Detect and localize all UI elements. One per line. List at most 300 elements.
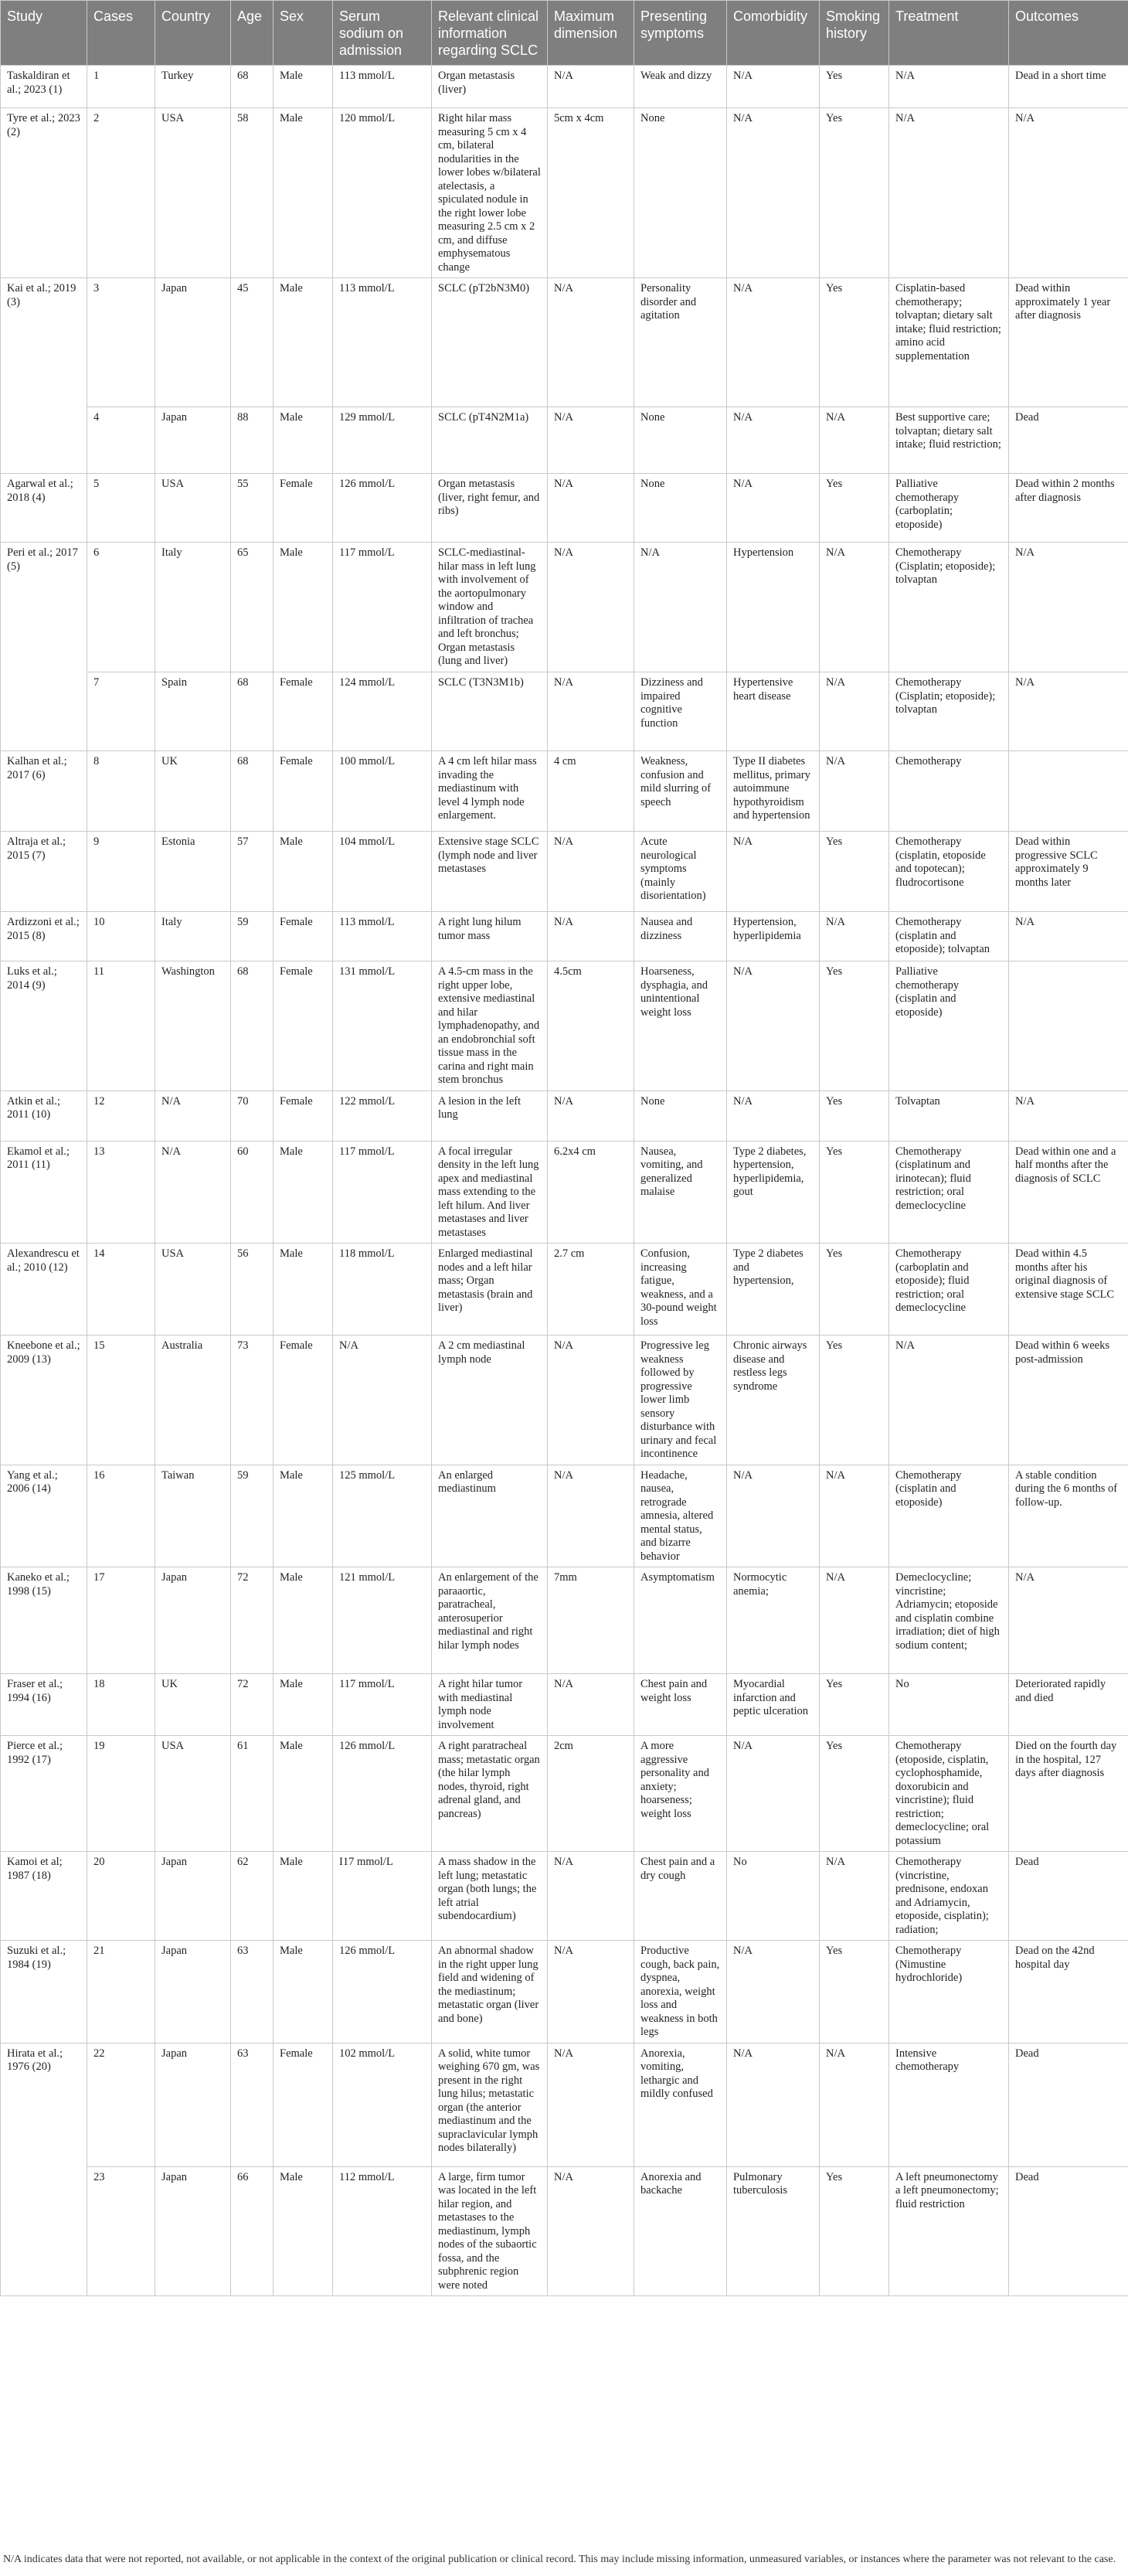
- age-cell: 73: [231, 1336, 274, 1465]
- age-cell: 63: [231, 2043, 274, 2166]
- age-cell: 61: [231, 1736, 274, 1852]
- outcomes-cell: Dead on the 42nd hospital day: [1009, 1941, 1128, 2043]
- symptoms-cell: Personality disorder and agitation: [634, 278, 727, 407]
- table-row: [1, 1336, 1128, 1465]
- table-row: [1, 961, 1128, 1091]
- comorbidity-cell: N/A: [727, 108, 820, 278]
- study-cell: Fraser et al.; 1994 (16): [1, 1674, 87, 1736]
- table-row: [1, 2043, 1128, 2166]
- symptoms-cell: Nausea, vomiting, and generalized malaise: [634, 1141, 727, 1244]
- dimension-cell: 2.7 cm: [548, 1244, 634, 1336]
- case-number-cell: 16: [87, 1465, 155, 1567]
- sodium-cell: 129 mmol/L: [333, 407, 432, 474]
- symptoms-cell: Weakness, confusion and mild slurring of speech: [634, 751, 727, 832]
- dimension-cell: N/A: [548, 1465, 634, 1567]
- comorbidity-cell: Type 2 diabetes and hypertension,: [727, 1244, 820, 1336]
- sex-cell: Male: [274, 407, 333, 474]
- case-number-cell: 18: [87, 1674, 155, 1736]
- country-cell: USA: [155, 108, 231, 278]
- outcomes-cell: N/A: [1009, 108, 1128, 278]
- case-number-cell: 7: [87, 672, 155, 751]
- age-cell: 68: [231, 751, 274, 832]
- column-header: Country: [155, 1, 231, 66]
- outcomes-cell: N/A: [1009, 1091, 1128, 1141]
- clinical-info-cell: An enlarged mediastinum: [432, 1465, 548, 1567]
- outcomes-cell: Dead within 2 months after diagnosis: [1009, 474, 1128, 543]
- table-row: [1, 1852, 1128, 1941]
- sodium-cell: 100 mmol/L: [333, 751, 432, 832]
- smoking-cell: Yes: [820, 1244, 889, 1336]
- age-cell: 66: [231, 2166, 274, 2296]
- clinical-info-cell: A mass shadow in the left lung; metastatic organ (both lungs; the left atrial subendocardium): [432, 1852, 548, 1941]
- sex-cell: Female: [274, 2043, 333, 2166]
- age-cell: 56: [231, 1244, 274, 1336]
- case-number-cell: 17: [87, 1567, 155, 1674]
- smoking-cell: Yes: [820, 108, 889, 278]
- study-cell: Peri et al.; 2017 (5): [1, 543, 87, 751]
- treatment-cell: Chemotherapy (Nimustine hydrochloride): [889, 1941, 1009, 2043]
- clinical-info-cell: A solid, white tumor weighing 670 gm, was present in the right lung hilus; metastatic organ (the anterior mediastinum and the supraclavicular lymph nodes bilaterally): [432, 2043, 548, 2166]
- outcomes-cell: [1009, 961, 1128, 1091]
- case-number-cell: 19: [87, 1736, 155, 1852]
- symptoms-cell: Dizziness and impaired cognitive function: [634, 672, 727, 751]
- country-cell: Japan: [155, 2166, 231, 2296]
- country-cell: USA: [155, 474, 231, 543]
- age-cell: 45: [231, 278, 274, 407]
- smoking-cell: N/A: [820, 407, 889, 474]
- treatment-cell: N/A: [889, 1336, 1009, 1465]
- clinical-info-cell: A 4.5-cm mass in the right upper lobe, extensive mediastinal and hilar lymphadenopathy, and an endobronchial soft tissue mass in the carina and right main stem bronchus: [432, 961, 548, 1091]
- treatment-cell: No: [889, 1674, 1009, 1736]
- column-header: Cases: [87, 1, 155, 66]
- age-cell: 60: [231, 1141, 274, 1244]
- comorbidity-cell: Myocardial infarction and peptic ulceration: [727, 1674, 820, 1736]
- sex-cell: Male: [274, 543, 333, 672]
- case-number-cell: 3: [87, 278, 155, 407]
- treatment-cell: Intensive chemotherapy: [889, 2043, 1009, 2166]
- smoking-cell: Yes: [820, 1091, 889, 1141]
- dimension-cell: N/A: [548, 832, 634, 912]
- symptoms-cell: Progressive leg weakness followed by progressive lower limb sensory disturbance with urinary and fecal incontinence: [634, 1336, 727, 1465]
- clinical-info-cell: SCLC-mediastinal-hilar mass in left lung with involvement of the aortopulmonary window and infiltration of trachea and left bronchus; Organ metastasis (lung and liver): [432, 543, 548, 672]
- country-cell: Italy: [155, 912, 231, 961]
- outcomes-cell: Dead: [1009, 407, 1128, 474]
- case-number-cell: 4: [87, 407, 155, 474]
- study-cell: Suzuki et al.; 1984 (19): [1, 1941, 87, 2043]
- table-row: [1, 912, 1128, 961]
- clinical-info-cell: Extensive stage SCLC (lymph node and liver metastases: [432, 832, 548, 912]
- outcomes-cell: Dead: [1009, 2166, 1128, 2296]
- dimension-cell: 6.2x4 cm: [548, 1141, 634, 1244]
- clinical-info-cell: Right hilar mass measuring 5 cm x 4 cm, bilateral nodularities in the lower lobes w/bilateral atelectasis, a spiculated nodule in the right lower lobe measuring 2.5 cm x 2 cm, and diffuse emphysematous change: [432, 108, 548, 278]
- symptoms-cell: N/A: [634, 543, 727, 672]
- sex-cell: Female: [274, 912, 333, 961]
- comorbidity-cell: No: [727, 1852, 820, 1941]
- country-cell: Australia: [155, 1336, 231, 1465]
- treatment-cell: Chemotherapy (Cisplatin; etoposide); tolvaptan: [889, 672, 1009, 751]
- table-row: [1, 1091, 1128, 1141]
- sodium-cell: 104 mmol/L: [333, 832, 432, 912]
- treatment-cell: Chemotherapy (cisplatin and etoposide); tolvaptan: [889, 912, 1009, 961]
- age-cell: 72: [231, 1567, 274, 1674]
- comorbidity-cell: N/A: [727, 407, 820, 474]
- table-row: [1, 1674, 1128, 1736]
- clinical-info-cell: A right lung hilum tumor mass: [432, 912, 548, 961]
- clinical-info-cell: A large, firm tumor was located in the left hilar region, and metastases to the mediastinum, lymph nodes of the subaortic fossa, and the subphrenic region were noted: [432, 2166, 548, 2296]
- comorbidity-cell: Pulmonary tuberculosis: [727, 2166, 820, 2296]
- dimension-cell: N/A: [548, 672, 634, 751]
- age-cell: 68: [231, 66, 274, 108]
- sodium-cell: 124 mmol/L: [333, 672, 432, 751]
- smoking-cell: N/A: [820, 1852, 889, 1941]
- table-body: [1, 66, 1128, 2296]
- table-row: [1, 108, 1128, 278]
- column-header: Comorbidity: [727, 1, 820, 66]
- outcomes-cell: N/A: [1009, 672, 1128, 751]
- sex-cell: Female: [274, 961, 333, 1091]
- smoking-cell: Yes: [820, 1141, 889, 1244]
- comorbidity-cell: N/A: [727, 278, 820, 407]
- sodium-cell: 113 mmol/L: [333, 912, 432, 961]
- sodium-cell: 112 mmol/L: [333, 2166, 432, 2296]
- column-header: Serum sodium on admission: [333, 1, 432, 66]
- sodium-cell: 120 mmol/L: [333, 108, 432, 278]
- treatment-cell: N/A: [889, 66, 1009, 108]
- sodium-cell: 126 mmol/L: [333, 1941, 432, 2043]
- country-cell: Japan: [155, 1852, 231, 1941]
- smoking-cell: Yes: [820, 278, 889, 407]
- study-cell: Taskaldiran et al.; 2023 (1): [1, 66, 87, 108]
- country-cell: Japan: [155, 2043, 231, 2166]
- case-number-cell: 12: [87, 1091, 155, 1141]
- comorbidity-cell: N/A: [727, 474, 820, 543]
- symptoms-cell: Anorexia, vomiting, lethargic and mildly confused: [634, 2043, 727, 2166]
- smoking-cell: Yes: [820, 474, 889, 543]
- symptoms-cell: Anorexia and backache: [634, 2166, 727, 2296]
- dimension-cell: N/A: [548, 1941, 634, 2043]
- table-row: [1, 1567, 1128, 1674]
- study-cell: Yang et al.; 2006 (14): [1, 1465, 87, 1567]
- dimension-cell: N/A: [548, 407, 634, 474]
- dimension-cell: 4.5cm: [548, 961, 634, 1091]
- column-header: Sex: [274, 1, 333, 66]
- table-row: [1, 2166, 1128, 2296]
- symptoms-cell: Nausea and dizziness: [634, 912, 727, 961]
- comorbidity-cell: N/A: [727, 832, 820, 912]
- study-cell: Pierce et al.; 1992 (17): [1, 1736, 87, 1852]
- table-row: [1, 474, 1128, 543]
- sex-cell: Male: [274, 1141, 333, 1244]
- table-row: [1, 66, 1128, 108]
- header-row: [1, 1, 1128, 66]
- clinical-info-cell: SCLC (pT2bN3M0): [432, 278, 548, 407]
- dimension-cell: N/A: [548, 1336, 634, 1465]
- smoking-cell: Yes: [820, 1736, 889, 1852]
- treatment-cell: Chemotherapy (cisplatin, etoposide and topotecan); fludrocortisone: [889, 832, 1009, 912]
- sodium-cell: 118 mmol/L: [333, 1244, 432, 1336]
- age-cell: 70: [231, 1091, 274, 1141]
- dimension-cell: 2cm: [548, 1736, 634, 1852]
- sex-cell: Male: [274, 1941, 333, 2043]
- clinical-info-cell: An enlargement of the paraaortic, paratracheal, anterosuperior mediastinal and right hilar lymph nodes: [432, 1567, 548, 1674]
- sex-cell: Male: [274, 1465, 333, 1567]
- treatment-cell: Palliative chemotherapy (carboplatin; etoposide): [889, 474, 1009, 543]
- outcomes-cell: Died on the fourth day in the hospital, 127 days after diagnosis: [1009, 1736, 1128, 1852]
- case-number-cell: 15: [87, 1336, 155, 1465]
- symptoms-cell: Confusion, increasing fatigue, weakness, and a 30-pound weight loss: [634, 1244, 727, 1336]
- sex-cell: Female: [274, 672, 333, 751]
- table-row: [1, 832, 1128, 912]
- symptoms-cell: Hoarseness, dysphagia, and unintentional weight loss: [634, 961, 727, 1091]
- comorbidity-cell: Type II diabetes mellitus, primary autoimmune hypothyroidism and hypertension: [727, 751, 820, 832]
- dimension-cell: N/A: [548, 474, 634, 543]
- sodium-cell: 102 mmol/L: [333, 2043, 432, 2166]
- column-header: Age: [231, 1, 274, 66]
- table-row: [1, 543, 1128, 672]
- symptoms-cell: Chest pain and a dry cough: [634, 1852, 727, 1941]
- sodium-cell: 117 mmol/L: [333, 543, 432, 672]
- table-row: [1, 1941, 1128, 2043]
- outcomes-cell: Dead within approximately 1 year after diagnosis: [1009, 278, 1128, 407]
- comorbidity-cell: Hypertension, hyperlipidemia: [727, 912, 820, 961]
- table-row: [1, 278, 1128, 407]
- smoking-cell: N/A: [820, 672, 889, 751]
- outcomes-cell: Dead: [1009, 2043, 1128, 2166]
- column-header: Smoking history: [820, 1, 889, 66]
- dimension-cell: 5cm x 4cm: [548, 108, 634, 278]
- study-cell: Ardizzoni et al.; 2015 (8): [1, 912, 87, 961]
- outcomes-cell: Dead within 4.5 months after his original diagnosis of extensive stage SCLC: [1009, 1244, 1128, 1336]
- study-cell: Luks et al.; 2014 (9): [1, 961, 87, 1091]
- country-cell: Japan: [155, 1941, 231, 2043]
- country-cell: Spain: [155, 672, 231, 751]
- case-number-cell: 23: [87, 2166, 155, 2296]
- sex-cell: Female: [274, 474, 333, 543]
- dimension-cell: N/A: [548, 912, 634, 961]
- sodium-cell: 117 mmol/L: [333, 1141, 432, 1244]
- country-cell: N/A: [155, 1091, 231, 1141]
- treatment-cell: Chemotherapy (cisplatin and etoposide): [889, 1465, 1009, 1567]
- case-number-cell: 6: [87, 543, 155, 672]
- treatment-cell: Chemotherapy (vincristine, prednisone, endoxan and Adriamycin, etoposide, cisplatin); radiation;: [889, 1852, 1009, 1941]
- symptoms-cell: None: [634, 1091, 727, 1141]
- smoking-cell: Yes: [820, 961, 889, 1091]
- smoking-cell: N/A: [820, 1465, 889, 1567]
- study-cell: Kalhan et al.; 2017 (6): [1, 751, 87, 832]
- country-cell: Turkey: [155, 66, 231, 108]
- age-cell: 62: [231, 1852, 274, 1941]
- study-cell: Tyre et al.; 2023 (2): [1, 108, 87, 278]
- dimension-cell: N/A: [548, 543, 634, 672]
- treatment-cell: Demeclocycline; vincristine; Adriamycin; etoposide and cisplatin combine irradiation; diet of high sodium content;: [889, 1567, 1009, 1674]
- clinical-info-cell: A 4 cm left hilar mass invading the mediastinum with level 4 lymph node enlargement.: [432, 751, 548, 832]
- smoking-cell: Yes: [820, 2166, 889, 2296]
- dimension-cell: N/A: [548, 1091, 634, 1141]
- clinical-info-cell: SCLC (pT4N2M1a): [432, 407, 548, 474]
- study-cell: Atkin et al.; 2011 (10): [1, 1091, 87, 1141]
- country-cell: N/A: [155, 1141, 231, 1244]
- case-number-cell: 21: [87, 1941, 155, 2043]
- sodium-cell: 122 mmol/L: [333, 1091, 432, 1141]
- outcomes-cell: Dead within 6 weeks post-admission: [1009, 1336, 1128, 1465]
- column-header: Relevant clinical information regarding SCLC: [432, 1, 548, 66]
- case-number-cell: 2: [87, 108, 155, 278]
- country-cell: UK: [155, 1674, 231, 1736]
- symptoms-cell: Headache, nausea, retrograde amnesia, altered mental status, and bizarre behavior: [634, 1465, 727, 1567]
- sodium-cell: 117 mmol/L: [333, 1674, 432, 1736]
- sex-cell: Female: [274, 1091, 333, 1141]
- clinical-info-cell: Organ metastasis (liver, right femur, and ribs): [432, 474, 548, 543]
- outcomes-cell: Dead within one and a half months after the diagnosis of SCLC: [1009, 1141, 1128, 1244]
- study-cell: Kai et al.; 2019 (3): [1, 278, 87, 474]
- clinical-info-cell: A right paratracheal mass; metastatic organ (the hilar lymph nodes, thyroid, right adrenal gland, and pancreas): [432, 1736, 548, 1852]
- comorbidity-cell: Chronic airways disease and restless legs syndrome: [727, 1336, 820, 1465]
- column-header: Maximum dimension: [548, 1, 634, 66]
- outcomes-cell: N/A: [1009, 1567, 1128, 1674]
- clinical-info-cell: An abnormal shadow in the right upper lung field and widening of the mediastinum; metastatic organ (liver and bone): [432, 1941, 548, 2043]
- symptoms-cell: A more aggressive personality and anxiety; hoarseness; weight loss: [634, 1736, 727, 1852]
- sodium-cell: 131 mmol/L: [333, 961, 432, 1091]
- treatment-cell: Cisplatin-based chemotherapy; tolvaptan; dietary salt intake; fluid restriction; amino acid supplementation: [889, 278, 1009, 407]
- outcomes-cell: A stable condition during the 6 months of follow-up.: [1009, 1465, 1128, 1567]
- dimension-cell: N/A: [548, 1852, 634, 1941]
- table-row: [1, 1465, 1128, 1567]
- smoking-cell: N/A: [820, 543, 889, 672]
- age-cell: 59: [231, 1465, 274, 1567]
- dimension-cell: N/A: [548, 1674, 634, 1736]
- symptoms-cell: None: [634, 407, 727, 474]
- treatment-cell: Chemotherapy (etoposide, cisplatin, cyclophosphamide, doxorubicin and vincristine); fluid restriction; demeclocycline; oral potassium: [889, 1736, 1009, 1852]
- outcomes-cell: N/A: [1009, 543, 1128, 672]
- sex-cell: Male: [274, 108, 333, 278]
- sex-cell: Male: [274, 1244, 333, 1336]
- study-cell: Kneebone et al.; 2009 (13): [1, 1336, 87, 1465]
- sex-cell: Female: [274, 1336, 333, 1465]
- smoking-cell: Yes: [820, 1336, 889, 1465]
- table-row: [1, 1736, 1128, 1852]
- table-row: [1, 407, 1128, 474]
- dimension-cell: N/A: [548, 2166, 634, 2296]
- clinical-info-cell: Organ metastasis (liver): [432, 66, 548, 108]
- dimension-cell: N/A: [548, 2043, 634, 2166]
- symptoms-cell: Asymptomatism: [634, 1567, 727, 1674]
- symptoms-cell: Productive cough, back pain, dyspnea, anorexia, weight loss and weakness in both legs: [634, 1941, 727, 2043]
- sodium-cell: 113 mmol/L: [333, 66, 432, 108]
- dimension-cell: N/A: [548, 66, 634, 108]
- treatment-cell: Palliative chemotherapy (cisplatin and etoposide): [889, 961, 1009, 1091]
- study-cell: Hirata et al.; 1976 (20): [1, 2043, 87, 2296]
- comorbidity-cell: Type 2 diabetes, hypertension, hyperlipidemia, gout: [727, 1141, 820, 1244]
- comorbidity-cell: N/A: [727, 961, 820, 1091]
- sex-cell: Male: [274, 2166, 333, 2296]
- clinical-info-cell: SCLC (T3N3M1b): [432, 672, 548, 751]
- comorbidity-cell: N/A: [727, 1941, 820, 2043]
- age-cell: 57: [231, 832, 274, 912]
- smoking-cell: Yes: [820, 1674, 889, 1736]
- sodium-cell: I17 mmol/L: [333, 1852, 432, 1941]
- table-row: [1, 1244, 1128, 1336]
- table-row: [1, 672, 1128, 751]
- sex-cell: Female: [274, 751, 333, 832]
- treatment-cell: N/A: [889, 108, 1009, 278]
- treatment-cell: Tolvaptan: [889, 1091, 1009, 1141]
- case-number-cell: 1: [87, 66, 155, 108]
- country-cell: Washington: [155, 961, 231, 1091]
- case-number-cell: 13: [87, 1141, 155, 1244]
- smoking-cell: Yes: [820, 1941, 889, 2043]
- case-number-cell: 22: [87, 2043, 155, 2166]
- sodium-cell: 126 mmol/L: [333, 474, 432, 543]
- study-cell: Kamoi et al; 1987 (18): [1, 1852, 87, 1941]
- treatment-cell: Chemotherapy (cisplatinum and irinotecan); fluid restriction; oral demeclocycline: [889, 1141, 1009, 1244]
- sex-cell: Male: [274, 278, 333, 407]
- symptoms-cell: None: [634, 474, 727, 543]
- case-number-cell: 20: [87, 1852, 155, 1941]
- treatment-cell: Chemotherapy: [889, 751, 1009, 832]
- outcomes-cell: Dead in a short time: [1009, 66, 1128, 108]
- comorbidity-cell: N/A: [727, 1091, 820, 1141]
- study-cell: Ekamol et al.; 2011 (11): [1, 1141, 87, 1244]
- country-cell: Japan: [155, 1567, 231, 1674]
- sex-cell: Male: [274, 1736, 333, 1852]
- table-header: [1, 1, 1128, 66]
- outcomes-cell: N/A: [1009, 912, 1128, 961]
- outcomes-cell: Deteriorated rapidly and died: [1009, 1674, 1128, 1736]
- country-cell: Japan: [155, 407, 231, 474]
- comorbidity-cell: Hypertensive heart disease: [727, 672, 820, 751]
- column-header: Study: [1, 1, 87, 66]
- outcomes-cell: Dead: [1009, 1852, 1128, 1941]
- study-cell: Agarwal et al.; 2018 (4): [1, 474, 87, 543]
- smoking-cell: N/A: [820, 1567, 889, 1674]
- table-footnote: N/A indicates data that were not reported, not available, or not applicable in the context of the original publication or clinical record. This may include missing information, unmeasured variables, or instances where the parameter was not relevant to the case.: [3, 2554, 1116, 2565]
- smoking-cell: Yes: [820, 66, 889, 108]
- smoking-cell: N/A: [820, 751, 889, 832]
- column-header: Treatment: [889, 1, 1009, 66]
- sex-cell: Male: [274, 1567, 333, 1674]
- study-cell: Altraja et al.; 2015 (7): [1, 832, 87, 912]
- outcomes-cell: Dead within progressive SCLC approximately 9 months later: [1009, 832, 1128, 912]
- country-cell: USA: [155, 1244, 231, 1336]
- clinical-info-cell: A 2 cm mediastinal lymph node: [432, 1336, 548, 1465]
- age-cell: 72: [231, 1674, 274, 1736]
- sodium-cell: N/A: [333, 1336, 432, 1465]
- sex-cell: Male: [274, 66, 333, 108]
- case-number-cell: 5: [87, 474, 155, 543]
- clinical-info-cell: Enlarged mediastinal nodes and a left hilar mass; Organ metastasis (brain and liver): [432, 1244, 548, 1336]
- age-cell: 68: [231, 961, 274, 1091]
- treatment-cell: Best supportive care; tolvaptan; dietary salt intake; fluid restriction;: [889, 407, 1009, 474]
- case-number-cell: 9: [87, 832, 155, 912]
- comorbidity-cell: N/A: [727, 2043, 820, 2166]
- column-header: Outcomes: [1009, 1, 1128, 66]
- age-cell: 88: [231, 407, 274, 474]
- country-cell: Taiwan: [155, 1465, 231, 1567]
- sodium-cell: 121 mmol/L: [333, 1567, 432, 1674]
- clinical-info-cell: A lesion in the left lung: [432, 1091, 548, 1141]
- study-cell: Alexandrescu et al.; 2010 (12): [1, 1244, 87, 1336]
- sodium-cell: 113 mmol/L: [333, 278, 432, 407]
- smoking-cell: N/A: [820, 912, 889, 961]
- dimension-cell: N/A: [548, 278, 634, 407]
- country-cell: USA: [155, 1736, 231, 1852]
- sex-cell: Male: [274, 832, 333, 912]
- age-cell: 59: [231, 912, 274, 961]
- symptoms-cell: Acute neurological symptoms (mainly disorientation): [634, 832, 727, 912]
- symptoms-cell: Chest pain and weight loss: [634, 1674, 727, 1736]
- column-header: Presenting symptoms: [634, 1, 727, 66]
- age-cell: 68: [231, 672, 274, 751]
